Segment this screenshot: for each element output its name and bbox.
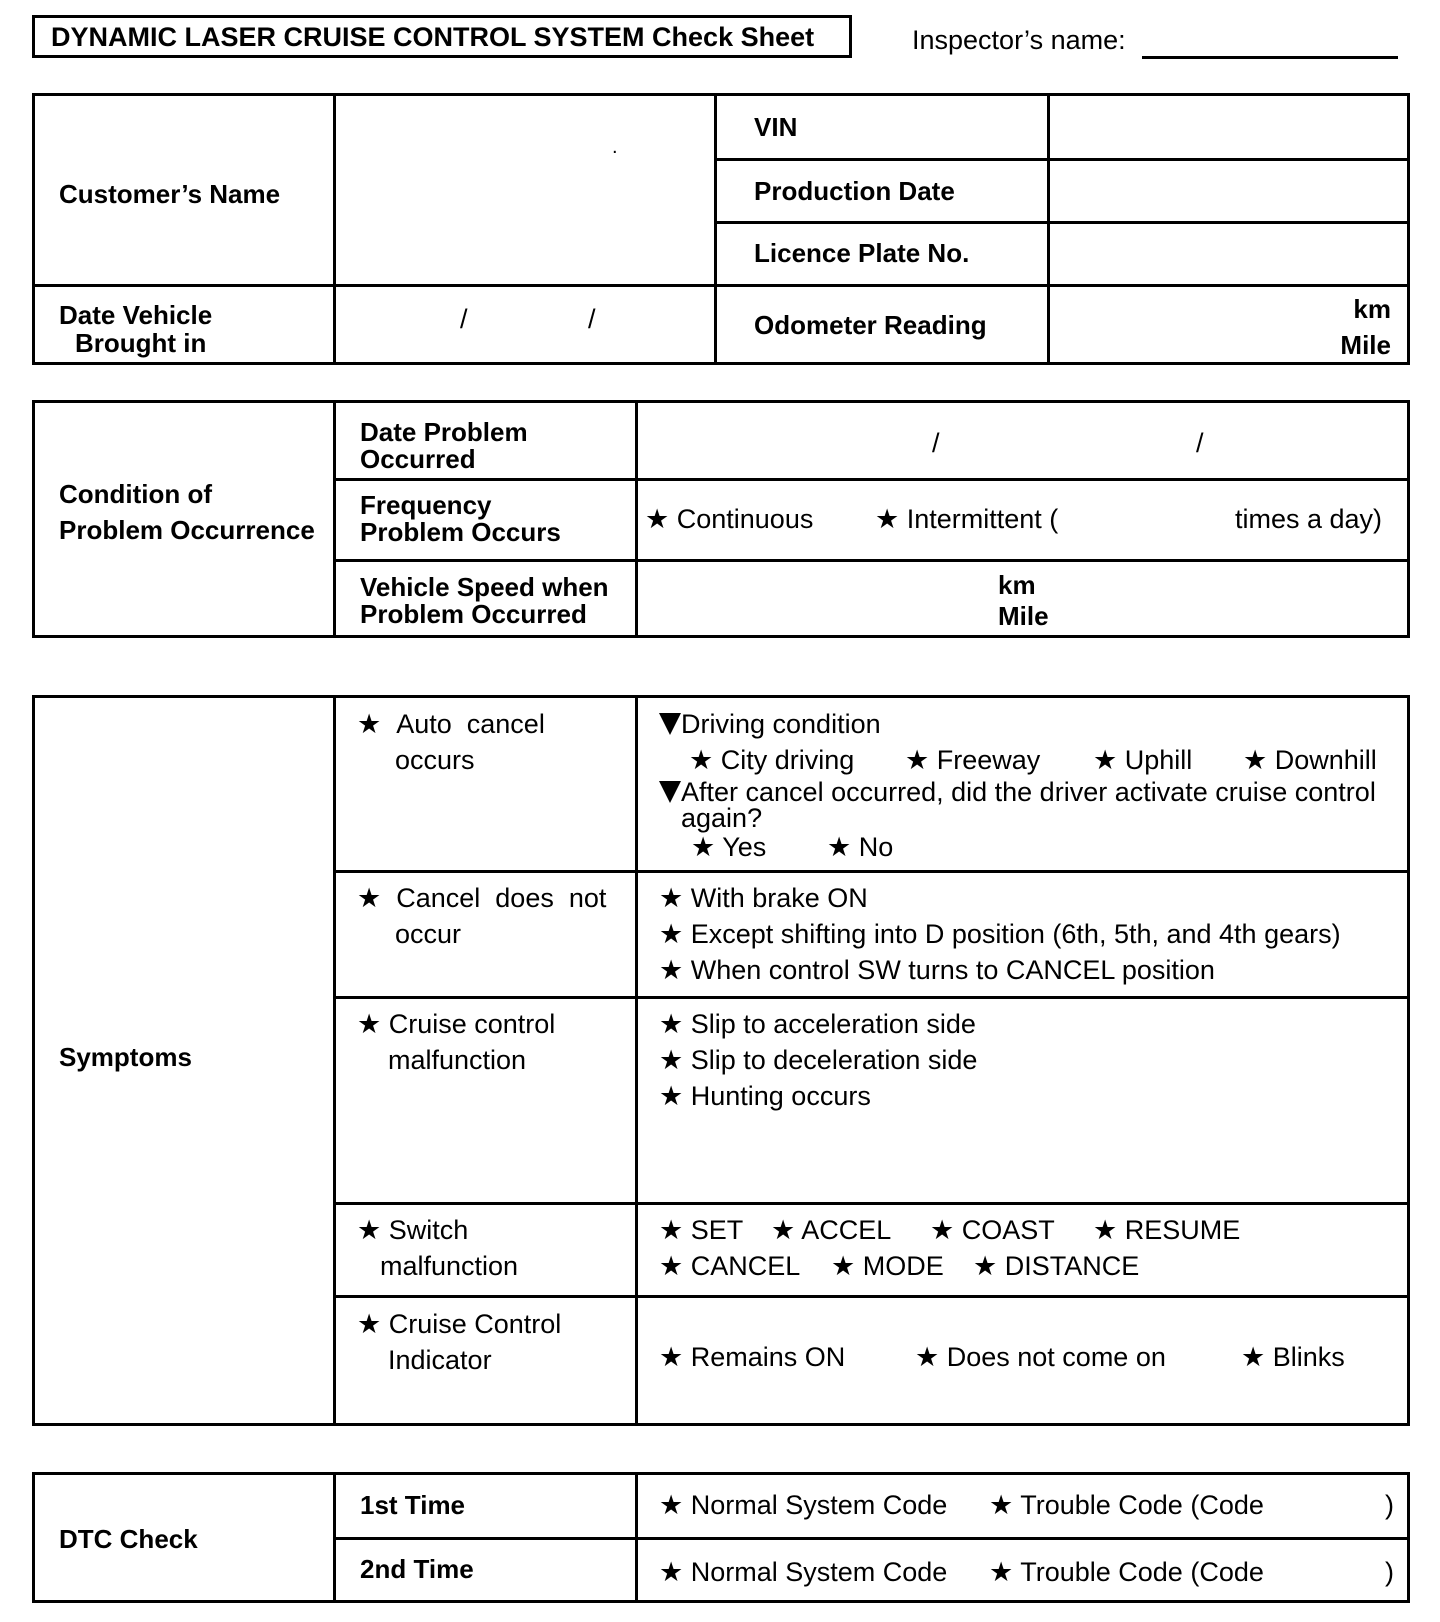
star-icon: ★ [659,919,684,949]
star-icon: ★ [659,1490,684,1520]
option-freeway[interactable]: ★ Freeway [905,742,1040,778]
second-time-label: 2nd Time [360,1554,474,1584]
star-icon: ★ [1243,745,1268,775]
frequency-label-1: Frequency [360,490,492,520]
auto-cancel-option[interactable]: ★ Auto cancel [357,706,545,742]
vin-field[interactable] [1050,96,1407,158]
date-brought-label-1: Date Vehicle [59,300,213,330]
option-control-sw-cancel[interactable]: ★ When control SW turns to CANCEL position [659,952,1215,988]
option-hunting[interactable]: ★ Hunting occurs [659,1078,871,1114]
cancel-not-occur-label-2: occur [395,919,462,949]
date-problem-label-1: Date Problem [360,417,528,447]
customer-name-field[interactable]: . [612,136,618,158]
licence-plate-field[interactable] [1050,224,1407,284]
star-icon: ★ [659,1557,684,1587]
date-brought-field[interactable]: / / [460,304,596,334]
option-distance[interactable]: ★ DISTANCE [973,1248,1139,1284]
star-icon: ★ [357,1009,382,1039]
star-icon: ★ [357,1309,382,1339]
frequency-label-2: Problem Occurs [360,517,561,547]
star-icon: ★ [689,745,714,775]
speed-label-1: Vehicle Speed when [360,572,609,602]
option-slip-deceleration[interactable]: ★ Slip to deceleration side [659,1042,977,1078]
option-mode[interactable]: ★ MODE [831,1248,944,1284]
symptoms-label: Symptoms [59,1042,192,1072]
odometer-label: Odometer Reading [754,310,987,340]
indicator-option[interactable]: ★ Cruise Control [357,1306,561,1342]
option-brake-on[interactable]: ★ With brake ON [659,880,868,916]
first-close-paren: ) [1385,1490,1394,1520]
triangle-down-icon [659,713,681,735]
star-icon: ★ [915,1342,940,1372]
speed-label-2: Problem Occurred [360,599,587,629]
title-box [32,15,852,58]
second-close-paren: ) [1385,1557,1394,1587]
licence-plate-label: Licence Plate No. [754,238,970,268]
star-icon: ★ [659,1215,684,1245]
speed-field[interactable] [638,562,1407,636]
vin-label: VIN [754,112,798,142]
star-icon: ★ [659,1342,684,1372]
star-icon: ★ [357,883,382,913]
page-title: DYNAMIC LASER CRUISE CONTROL SYSTEM Check Sheet [51,22,815,52]
star-icon: ★ [1093,745,1118,775]
option-resume[interactable]: ★ RESUME [1093,1212,1240,1248]
speed-unit-mile: Mile [998,601,1049,631]
star-icon: ★ [1241,1342,1266,1372]
reactivate-question-1: After cancel occurred, did the driver activate cruise control [659,774,1376,810]
inspector-label: Inspector’s name: [912,25,1126,55]
date-problem-label-2: Occurred [360,444,476,474]
option-yes[interactable]: ★ Yes [691,829,766,865]
star-icon: ★ [771,1215,796,1245]
indicator-label-2: Indicator [388,1345,492,1375]
auto-cancel-label-2: occurs [395,745,475,775]
star-icon: ★ [875,504,900,534]
date-brought-label-2: Brought in [75,328,207,358]
star-icon: ★ [905,745,930,775]
star-icon: ★ [659,1009,684,1039]
first-trouble-code-option[interactable]: ★ Trouble Code (Code [989,1487,1264,1523]
cancel-not-occur-option[interactable]: ★ Cancel does not [357,880,606,916]
option-downhill[interactable]: ★ Downhill [1243,742,1377,778]
switch-malfunction-label-2: malfunction [380,1251,519,1281]
option-no[interactable]: ★ No [827,829,893,865]
switch-malfunction-option[interactable]: ★ Switch [357,1212,468,1248]
star-icon: ★ [831,1251,856,1281]
star-icon: ★ [357,1215,382,1245]
dtc-check-label: DTC Check [59,1524,198,1554]
condition-table [32,400,1410,638]
triangle-down-icon [659,781,681,803]
driving-condition-label: Driving condition [659,706,881,742]
speed-unit-km: km [998,570,1036,600]
option-remains-on[interactable]: ★ Remains ON [659,1339,845,1375]
option-continuous[interactable]: ★ Continuous [645,501,813,537]
star-icon: ★ [973,1251,998,1281]
option-cancel[interactable]: ★ CANCEL [659,1248,800,1284]
star-icon: ★ [930,1215,955,1245]
symptoms-table [32,695,1410,1426]
option-does-not-come-on[interactable]: ★ Does not come on [915,1339,1166,1375]
production-date-field[interactable] [1050,161,1407,221]
star-icon: ★ [989,1490,1014,1520]
option-city-driving[interactable]: ★ City driving [689,742,854,778]
cruise-malfunction-label-2: malfunction [388,1045,527,1075]
star-icon: ★ [645,504,670,534]
star-icon: ★ [989,1557,1014,1587]
times-a-day-label: times a day) [1235,504,1383,534]
option-blinks[interactable]: ★ Blinks [1241,1339,1345,1375]
star-icon: ★ [659,955,684,985]
star-icon: ★ [659,883,684,913]
customer-name-label: Customer’s Name [59,179,281,209]
option-coast[interactable]: ★ COAST [930,1212,1055,1248]
odometer-unit-km: km [1353,294,1391,324]
star-icon: ★ [659,1045,684,1075]
cruise-malfunction-option[interactable]: ★ Cruise control [357,1006,555,1042]
star-icon: ★ [827,832,852,862]
option-accel[interactable]: ★ ACCEL [771,1212,891,1248]
condition-label-1: Condition of [59,479,213,509]
star-icon: ★ [1093,1215,1118,1245]
second-normal-code-option[interactable]: ★ Normal System Code [659,1554,947,1590]
option-set[interactable]: ★ SET [659,1212,743,1248]
second-trouble-code-option[interactable]: ★ Trouble Code (Code [989,1554,1264,1590]
odometer-field[interactable] [1050,287,1407,365]
first-time-label: 1st Time [360,1490,466,1520]
first-normal-code-option[interactable]: ★ Normal System Code [659,1487,947,1523]
star-icon: ★ [357,709,382,739]
inspector-name-field[interactable] [1142,56,1398,59]
customer-table [32,93,1410,365]
option-intermittent[interactable]: ★ Intermittent ( [875,501,1058,537]
production-date-label: Production Date [754,176,955,206]
date-problem-field[interactable]: / / [932,428,1204,458]
star-icon: ★ [659,1251,684,1281]
option-slip-acceleration[interactable]: ★ Slip to acceleration side [659,1006,976,1042]
odometer-unit-mile: Mile [1340,330,1391,360]
dtc-table [32,1472,1410,1603]
star-icon: ★ [659,1081,684,1111]
condition-label-2: Problem Occurrence [59,515,315,545]
star-icon: ★ [691,832,716,862]
option-uphill[interactable]: ★ Uphill [1093,742,1192,778]
reactivate-question-2: again? [681,803,763,833]
option-except-shifting[interactable]: ★ Except shifting into D position (6th, 5th, and 4th gears) [659,916,1341,952]
